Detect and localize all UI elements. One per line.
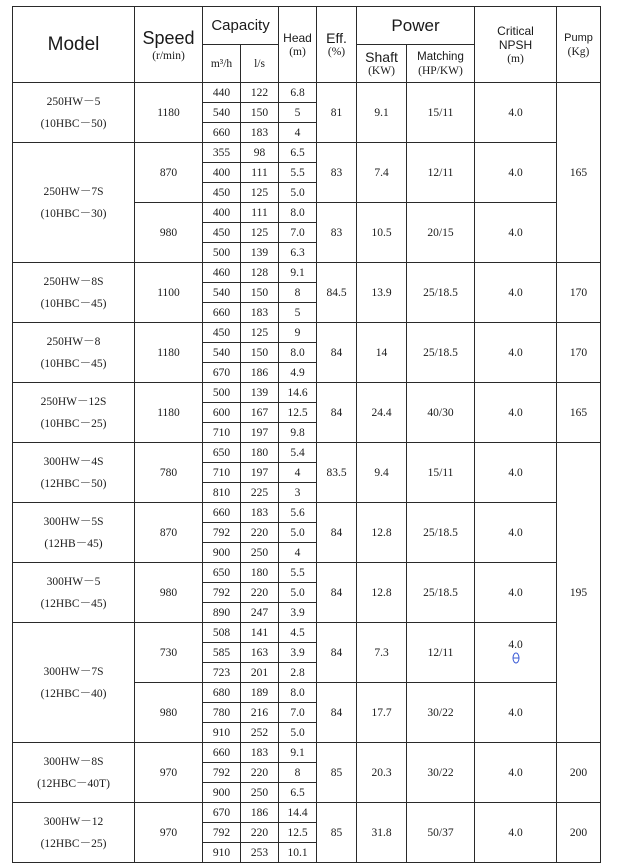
capacity-ls-cell: 197 <box>241 423 279 443</box>
capacity-ls-cell: 183 <box>241 743 279 763</box>
head-cell: 5.4 <box>279 443 317 463</box>
spec-sheet <box>12 6 606 859</box>
capacity-ls-cell: 128 <box>241 263 279 283</box>
matching-power-cell: 25/18.5 <box>407 263 475 323</box>
capacity-m3h-cell: 660 <box>203 123 241 143</box>
pump-spec-table <box>12 6 601 863</box>
pump-weight-cell: 170 <box>557 323 601 383</box>
capacity-m3h-cell: 710 <box>203 463 241 483</box>
model-cell <box>13 323 135 383</box>
npsh-cell <box>475 563 557 623</box>
capacity-ls-cell: 216 <box>241 703 279 723</box>
shaft-power-cell: 20.3 <box>357 743 407 803</box>
eff-cell: 84.5 <box>317 263 357 323</box>
speed-cell: 970 <box>135 803 203 863</box>
table-row <box>13 803 601 823</box>
capacity-ls-cell: 150 <box>241 283 279 303</box>
head-cell: 3 <box>279 483 317 503</box>
npsh-value: 4.0 <box>508 346 523 359</box>
speed-cell: 780 <box>135 443 203 503</box>
head-cell: 5.0 <box>279 523 317 543</box>
model-alt-name: (10HBC－45) <box>40 297 107 310</box>
capacity-ls-cell: 163 <box>241 643 279 663</box>
model-cell <box>13 383 135 443</box>
npsh-value: 4.0 <box>508 639 523 651</box>
capacity-ls-cell: 125 <box>241 323 279 343</box>
capacity-ls-cell: 180 <box>241 563 279 583</box>
speed-cell: 980 <box>135 683 203 743</box>
head-cell: 5.0 <box>279 723 317 743</box>
capacity-m3h-cell: 460 <box>203 263 241 283</box>
capacity-m3h-cell: 650 <box>203 563 241 583</box>
col-power: Power <box>357 7 475 45</box>
capacity-m3h-cell: 792 <box>203 583 241 603</box>
table-row <box>13 443 601 463</box>
capacity-m3h-cell: 508 <box>203 623 241 643</box>
npsh-cell <box>475 203 557 263</box>
col-eff <box>317 7 357 83</box>
col-matching <box>407 45 475 83</box>
npsh-value: 4.0 <box>508 586 523 599</box>
head-label: Head <box>283 30 312 45</box>
capacity-m3h-cell: 670 <box>203 803 241 823</box>
npsh-value: 4.0 <box>508 226 523 239</box>
capacity-ls-cell: 183 <box>241 123 279 143</box>
capacity-ls-cell: 250 <box>241 543 279 563</box>
head-cell: 6.3 <box>279 243 317 263</box>
eff-cell: 84 <box>317 623 357 683</box>
head-cell: 8 <box>279 763 317 783</box>
pump-unit: (Kg) <box>567 45 590 58</box>
eff-cell: 83 <box>317 143 357 203</box>
table-row <box>13 263 601 283</box>
npsh-value: 4.0 <box>508 706 523 719</box>
capacity-ls-cell: 125 <box>241 223 279 243</box>
npsh-value: 4.0 <box>508 406 523 419</box>
capacity-m3h-cell: 890 <box>203 603 241 623</box>
head-cell: 9.8 <box>279 423 317 443</box>
eff-cell: 84 <box>317 563 357 623</box>
matching-power-cell: 25/18.5 <box>407 503 475 563</box>
matching-power-cell: 15/11 <box>407 443 475 503</box>
npsh-value: 4.0 <box>508 766 523 779</box>
matching-power-cell: 12/11 <box>407 623 475 683</box>
model-alt-name: (12HBC－40) <box>40 687 107 700</box>
npsh-cell <box>475 143 557 203</box>
capacity-m3h-cell: 660 <box>203 743 241 763</box>
shaft-power-cell: 12.8 <box>357 503 407 563</box>
npsh-unit: (m) <box>507 52 524 65</box>
table-row <box>13 563 601 583</box>
table-row <box>13 503 601 523</box>
capacity-m3h-cell: 780 <box>203 703 241 723</box>
model-alt-name: (12HBC－40T) <box>37 777 110 790</box>
capacity-m3h-cell: 680 <box>203 683 241 703</box>
head-cell: 9.1 <box>279 743 317 763</box>
head-cell: 5.5 <box>279 563 317 583</box>
capacity-m3h-cell: 400 <box>203 203 241 223</box>
model-alt-name: (10HBC－50) <box>40 117 107 130</box>
capacity-m3h-cell: 500 <box>203 383 241 403</box>
pump-label: Pump <box>564 31 593 44</box>
model-alt-name: (10HBC－45) <box>40 357 107 370</box>
eff-cell: 84 <box>317 683 357 743</box>
speed-cell: 1180 <box>135 383 203 443</box>
matching-power-cell: 50/37 <box>407 803 475 863</box>
capacity-ls-cell: 183 <box>241 303 279 323</box>
shaft-power-cell: 9.1 <box>357 83 407 143</box>
capacity-m3h-cell: 650 <box>203 443 241 463</box>
pump-weight-cell: 165 <box>557 383 601 443</box>
col-head <box>279 7 317 83</box>
capacity-ls-cell: 189 <box>241 683 279 703</box>
head-cell: 3.9 <box>279 643 317 663</box>
table-row <box>13 323 601 343</box>
shaft-power-cell: 17.7 <box>357 683 407 743</box>
npsh-cell <box>475 443 557 503</box>
capacity-m3h-cell: 792 <box>203 523 241 543</box>
npsh-value: 4.0 <box>508 166 523 179</box>
cap-unit-ls: l/s <box>241 45 279 83</box>
eff-label: Eff. <box>326 29 347 46</box>
npsh-cell <box>475 83 557 143</box>
eff-cell: 83 <box>317 203 357 263</box>
head-cell: 7.0 <box>279 703 317 723</box>
capacity-m3h-cell: 723 <box>203 663 241 683</box>
speed-cell: 980 <box>135 203 203 263</box>
eff-cell: 84 <box>317 503 357 563</box>
capacity-ls-cell: 125 <box>241 183 279 203</box>
head-cell: 8 <box>279 283 317 303</box>
capacity-ls-cell: 252 <box>241 723 279 743</box>
model-cell <box>13 263 135 323</box>
head-cell: 12.5 <box>279 403 317 423</box>
capacity-m3h-cell: 450 <box>203 183 241 203</box>
npsh-value: 4.0 <box>508 826 523 839</box>
capacity-ls-cell: 186 <box>241 363 279 383</box>
capacity-m3h-cell: 660 <box>203 303 241 323</box>
speed-cell: 870 <box>135 503 203 563</box>
head-cell: 5.6 <box>279 503 317 523</box>
npsh-label-2: NPSH <box>498 37 533 52</box>
capacity-m3h-cell: 910 <box>203 843 241 863</box>
speed-cell: 1100 <box>135 263 203 323</box>
capacity-ls-cell: 98 <box>241 143 279 163</box>
model-name: 300HW－4S <box>43 455 104 468</box>
head-cell: 6.8 <box>279 83 317 103</box>
capacity-ls-cell: 111 <box>241 163 279 183</box>
npsh-cell <box>475 623 557 683</box>
head-cell: 4.5 <box>279 623 317 643</box>
capacity-m3h-cell: 540 <box>203 103 241 123</box>
col-pump <box>557 7 601 83</box>
pump-weight-cell: 200 <box>557 803 601 863</box>
model-cell <box>13 83 135 143</box>
npsh-cell <box>475 803 557 863</box>
pump-weight-cell: 165 <box>557 83 601 263</box>
model-cell <box>13 623 135 743</box>
head-cell: 4 <box>279 543 317 563</box>
table-row <box>13 383 601 403</box>
capacity-m3h-cell: 540 <box>203 343 241 363</box>
speed-cell: 1180 <box>135 323 203 383</box>
capacity-m3h-cell: 440 <box>203 83 241 103</box>
model-cell <box>13 743 135 803</box>
head-cell: 14.4 <box>279 803 317 823</box>
speed-cell: 1180 <box>135 83 203 143</box>
capacity-m3h-cell: 670 <box>203 363 241 383</box>
capacity-m3h-cell: 355 <box>203 143 241 163</box>
head-cell: 3.9 <box>279 603 317 623</box>
speed-cell: 870 <box>135 143 203 203</box>
npsh-cell <box>475 323 557 383</box>
model-alt-name: (12HBC－25) <box>40 837 107 850</box>
head-cell: 4 <box>279 463 317 483</box>
capacity-ls-cell: 183 <box>241 503 279 523</box>
shaft-unit: (KW) <box>368 64 395 77</box>
capacity-m3h-cell: 450 <box>203 223 241 243</box>
head-cell: 4.9 <box>279 363 317 383</box>
capacity-m3h-cell: 540 <box>203 283 241 303</box>
capacity-ls-cell: 220 <box>241 823 279 843</box>
matching-power-cell: 25/18.5 <box>407 563 475 623</box>
capacity-ls-cell: 139 <box>241 243 279 263</box>
model-alt-name: (10HBC－25) <box>40 417 107 430</box>
capacity-m3h-cell: 900 <box>203 783 241 803</box>
model-name: 300HW－8S <box>43 755 104 768</box>
model-cell <box>13 803 135 863</box>
head-cell: 5.0 <box>279 183 317 203</box>
model-alt-name: (12HB－45) <box>44 537 103 550</box>
pump-weight-cell: 195 <box>557 443 601 743</box>
head-cell: 12.5 <box>279 823 317 843</box>
capacity-m3h-cell: 710 <box>203 423 241 443</box>
capacity-ls-cell: 197 <box>241 463 279 483</box>
capacity-ls-cell: 180 <box>241 443 279 463</box>
model-name: 250HW－12S <box>40 395 107 408</box>
model-alt-name: (12HBC－50) <box>40 477 107 490</box>
capacity-m3h-cell: 810 <box>203 483 241 503</box>
col-npsh <box>475 7 557 83</box>
npsh-value: 4.0 <box>508 286 523 299</box>
model-name: 300HW－7S <box>43 665 104 678</box>
npsh-value: 4.0 <box>508 526 523 539</box>
matching-label: Matching <box>417 50 464 63</box>
pen-mark-icon <box>475 652 556 667</box>
eff-cell: 81 <box>317 83 357 143</box>
capacity-ls-cell: 225 <box>241 483 279 503</box>
col-capacity: Capacity <box>203 7 279 45</box>
pump-weight-cell: 170 <box>557 263 601 323</box>
head-cell: 10.1 <box>279 843 317 863</box>
head-cell: 7.0 <box>279 223 317 243</box>
capacity-ls-cell: 186 <box>241 803 279 823</box>
eff-cell: 84 <box>317 323 357 383</box>
capacity-m3h-cell: 500 <box>203 243 241 263</box>
capacity-ls-cell: 150 <box>241 343 279 363</box>
head-cell: 8.0 <box>279 343 317 363</box>
capacity-ls-cell: 150 <box>241 103 279 123</box>
speed-cell: 970 <box>135 743 203 803</box>
capacity-ls-cell: 167 <box>241 403 279 423</box>
eff-cell: 84 <box>317 383 357 443</box>
capacity-m3h-cell: 585 <box>203 643 241 663</box>
matching-power-cell: 12/11 <box>407 143 475 203</box>
head-cell: 9 <box>279 323 317 343</box>
shaft-power-cell: 31.8 <box>357 803 407 863</box>
capacity-m3h-cell: 450 <box>203 323 241 343</box>
capacity-m3h-cell: 792 <box>203 823 241 843</box>
eff-cell: 83.5 <box>317 443 357 503</box>
speed-cell: 730 <box>135 623 203 683</box>
head-cell: 6.5 <box>279 143 317 163</box>
speed-cell: 980 <box>135 563 203 623</box>
matching-power-cell: 30/22 <box>407 683 475 743</box>
eff-cell: 85 <box>317 743 357 803</box>
speed-label: Speed <box>142 27 195 48</box>
head-cell: 5.0 <box>279 583 317 603</box>
capacity-ls-cell: 247 <box>241 603 279 623</box>
model-alt-name: (10HBC－30) <box>40 207 107 220</box>
matching-power-cell: 20/15 <box>407 203 475 263</box>
matching-power-cell: 40/30 <box>407 383 475 443</box>
capacity-m3h-cell: 792 <box>203 763 241 783</box>
model-cell <box>13 503 135 563</box>
table-row <box>13 143 601 163</box>
model-name: 250HW－5 <box>46 95 101 108</box>
model-name: 300HW－12 <box>43 815 104 828</box>
speed-unit: (r/min) <box>152 49 185 62</box>
matching-power-cell: 30/22 <box>407 743 475 803</box>
pump-weight-cell: 200 <box>557 743 601 803</box>
model-name: 300HW－5 <box>46 575 101 588</box>
head-cell: 6.5 <box>279 783 317 803</box>
matching-power-cell: 25/18.5 <box>407 323 475 383</box>
capacity-ls-cell: 141 <box>241 623 279 643</box>
capacity-ls-cell: 220 <box>241 583 279 603</box>
head-cell: 2.8 <box>279 663 317 683</box>
capacity-ls-cell: 253 <box>241 843 279 863</box>
matching-power-cell: 15/11 <box>407 83 475 143</box>
model-name: 250HW－8S <box>43 275 104 288</box>
npsh-cell <box>475 503 557 563</box>
npsh-cell <box>475 383 557 443</box>
head-cell: 5 <box>279 303 317 323</box>
head-unit: (m) <box>289 45 306 58</box>
col-speed <box>135 7 203 83</box>
shaft-power-cell: 13.9 <box>357 263 407 323</box>
capacity-m3h-cell: 600 <box>203 403 241 423</box>
shaft-label: Shaft <box>365 48 398 65</box>
capacity-m3h-cell: 910 <box>203 723 241 743</box>
npsh-value: 4.0 <box>508 106 523 119</box>
npsh-label-1: Critical <box>497 23 534 38</box>
npsh-cell <box>475 263 557 323</box>
head-cell: 5 <box>279 103 317 123</box>
shaft-power-cell: 24.4 <box>357 383 407 443</box>
capacity-ls-cell: 201 <box>241 663 279 683</box>
npsh-cell <box>475 743 557 803</box>
capacity-m3h-cell: 660 <box>203 503 241 523</box>
shaft-power-cell: 12.8 <box>357 563 407 623</box>
model-cell <box>13 563 135 623</box>
table-row <box>13 83 601 103</box>
capacity-ls-cell: 139 <box>241 383 279 403</box>
head-cell: 9.1 <box>279 263 317 283</box>
col-model: Model <box>13 7 135 83</box>
model-name: 250HW－8 <box>46 335 101 348</box>
cap-unit-m3h: m³/h <box>203 45 241 83</box>
head-cell: 4 <box>279 123 317 143</box>
capacity-m3h-cell: 900 <box>203 543 241 563</box>
head-cell: 8.0 <box>279 203 317 223</box>
eff-unit: (%) <box>327 45 346 58</box>
model-cell <box>13 443 135 503</box>
model-name: 250HW－7S <box>43 185 104 198</box>
npsh-cell <box>475 683 557 743</box>
model-cell <box>13 143 135 263</box>
capacity-ls-cell: 220 <box>241 523 279 543</box>
capacity-ls-cell: 220 <box>241 763 279 783</box>
head-cell: 5.5 <box>279 163 317 183</box>
head-cell: 14.6 <box>279 383 317 403</box>
shaft-power-cell: 10.5 <box>357 203 407 263</box>
model-alt-name: (12HBC－45) <box>40 597 107 610</box>
col-shaft <box>357 45 407 83</box>
eff-cell: 85 <box>317 803 357 863</box>
shaft-power-cell: 7.4 <box>357 143 407 203</box>
matching-unit: (HP/KW) <box>418 64 463 77</box>
shaft-power-cell: 9.4 <box>357 443 407 503</box>
head-cell: 8.0 <box>279 683 317 703</box>
capacity-ls-cell: 122 <box>241 83 279 103</box>
capacity-ls-cell: 111 <box>241 203 279 223</box>
table-row <box>13 623 601 643</box>
capacity-m3h-cell: 400 <box>203 163 241 183</box>
model-name: 300HW－5S <box>43 515 104 528</box>
table-row <box>13 743 601 763</box>
shaft-power-cell: 14 <box>357 323 407 383</box>
table-body <box>13 83 601 863</box>
capacity-ls-cell: 250 <box>241 783 279 803</box>
npsh-value: 4.0 <box>508 466 523 479</box>
shaft-power-cell: 7.3 <box>357 623 407 683</box>
